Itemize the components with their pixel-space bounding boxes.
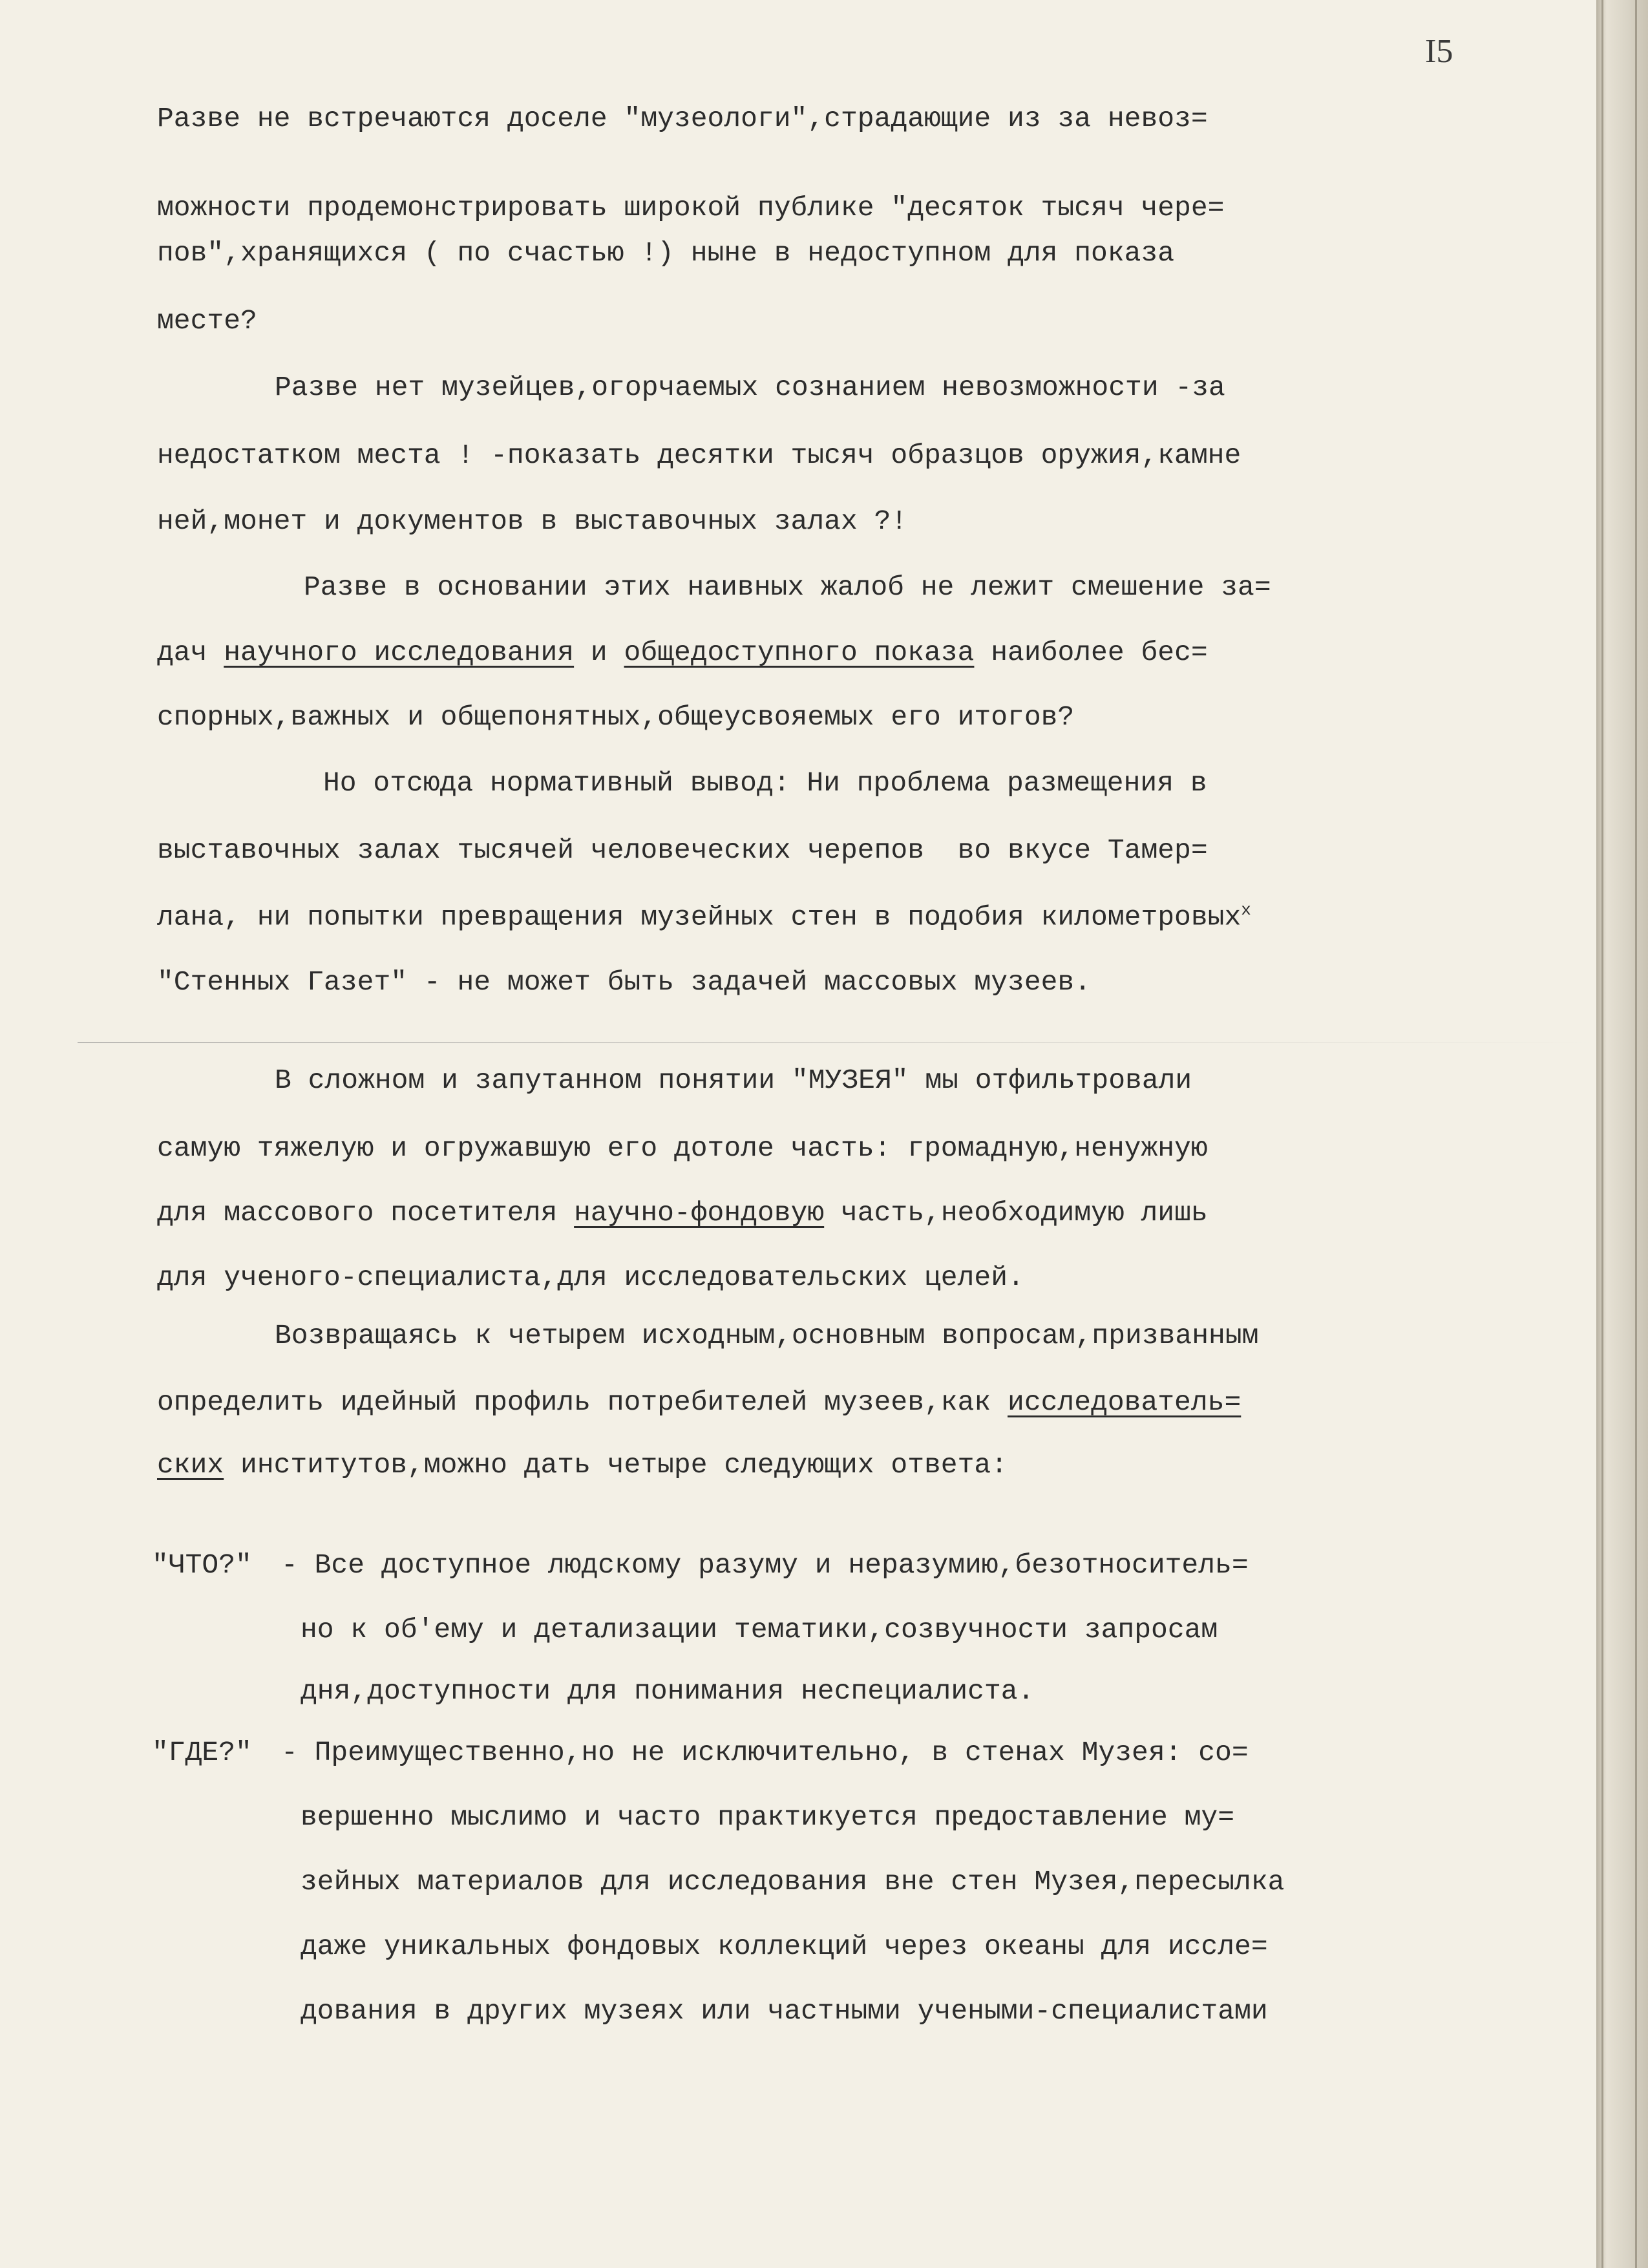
- binder-edge-line: [1601, 0, 1603, 2268]
- text-line: самую тяжелую и огружавшую его дотоле часть: громадную,ненужную: [157, 1132, 1208, 1164]
- binder-edge-line: [1635, 0, 1637, 2268]
- text-line: спорных,важных и общепонятных,общеусвояемых его итогов?: [157, 701, 1075, 733]
- underlined-phrase: исследователь=: [1008, 1386, 1241, 1418]
- text-line: дач научного исследования и общедоступного показа наиболее бес=: [157, 637, 1208, 668]
- text-line: определить идейный профиль потребителей музеев,как исследователь=: [157, 1386, 1241, 1418]
- binder-edge: [1596, 0, 1648, 2268]
- text-line: лана, ни попытки превращения музейных стен в подобия километровых$^x$: [157, 900, 1251, 933]
- text-line: В сложном и запутанном понятии "МУЗЕЯ" мы отфильтровали: [275, 1065, 1192, 1096]
- text-line: Но отсюда нормативный вывод: Ни проблема размещения в: [323, 767, 1207, 799]
- underlined-phrase: общедоступного показа: [624, 637, 975, 668]
- underlined-phrase: научно-фондовую: [574, 1197, 825, 1229]
- text-line: зейных материалов для исследования вне стен Музея,пересылка: [301, 1866, 1285, 1898]
- text-line: вершенно мыслимо и часто практикуется предоставление му=: [301, 1801, 1235, 1833]
- text-line: пов",хранящихся ( по счастью !) ныне в недоступном для показа: [157, 237, 1175, 269]
- text-line: для ученого-специалиста,для исследовательских целей.: [157, 1262, 1024, 1293]
- page-number: I5: [1425, 33, 1453, 70]
- answer-label-where: "ГДЕ?": [152, 1737, 252, 1768]
- underlined-phrase: ских: [157, 1449, 224, 1481]
- text-line: месте?: [157, 305, 257, 337]
- text-line: можности продемонстрировать широкой публике "десяток тысяч чере=: [157, 192, 1225, 224]
- text-line: Разве не встречаются доселе "музеологи",страдающие из за невоз=: [157, 103, 1208, 134]
- text-line: ней,монет и документов в выставочных залах ?!: [157, 505, 908, 537]
- text-line: "Стенных Газет" - не может быть задачей массовых музеев.: [157, 966, 1092, 998]
- faint-rule: [78, 1042, 1596, 1043]
- text-line: ских институтов,можно дать четыре следующих ответа:: [157, 1449, 1008, 1481]
- text-line: выставочных залах тысячей человеческих черепов во вкусе Тамер=: [157, 834, 1208, 866]
- text-line: для массового посетителя научно-фондовую часть,необходимую лишь: [157, 1197, 1208, 1229]
- underlined-phrase: научного исследования: [224, 637, 575, 668]
- text-line: Разве в основании этих наивных жалоб не лежит смешение за=: [304, 571, 1271, 603]
- text-line: недостатком места ! -показать десятки тысяч образцов оружия,камне: [157, 440, 1241, 471]
- text-line: - Все доступное людскому разуму и неразумию,безотноситель=: [281, 1549, 1249, 1581]
- answer-label-what: "ЧТО?": [152, 1549, 252, 1581]
- text-line: - Преимущественно,но не исключительно, в стенах Музея: со=: [281, 1737, 1249, 1768]
- footnote-mark: x: [1241, 900, 1251, 920]
- text-line: дня,доступности для понимания неспециалиста.: [301, 1675, 1035, 1707]
- text-line: Возвращаясь к четырем исходным,основным вопросам,призванным: [275, 1320, 1259, 1351]
- text-line: Разве нет музейцев,огорчаемых сознанием невозможности -за: [275, 372, 1225, 403]
- text-line: даже уникальных фондовых коллекций через океаны для иссле=: [301, 1931, 1268, 1962]
- text-line: но к об'ему и детализации тематики,созвучности запросам: [301, 1614, 1218, 1646]
- text-line: дования в других музеях или частными учеными-специалистами: [301, 1995, 1268, 2027]
